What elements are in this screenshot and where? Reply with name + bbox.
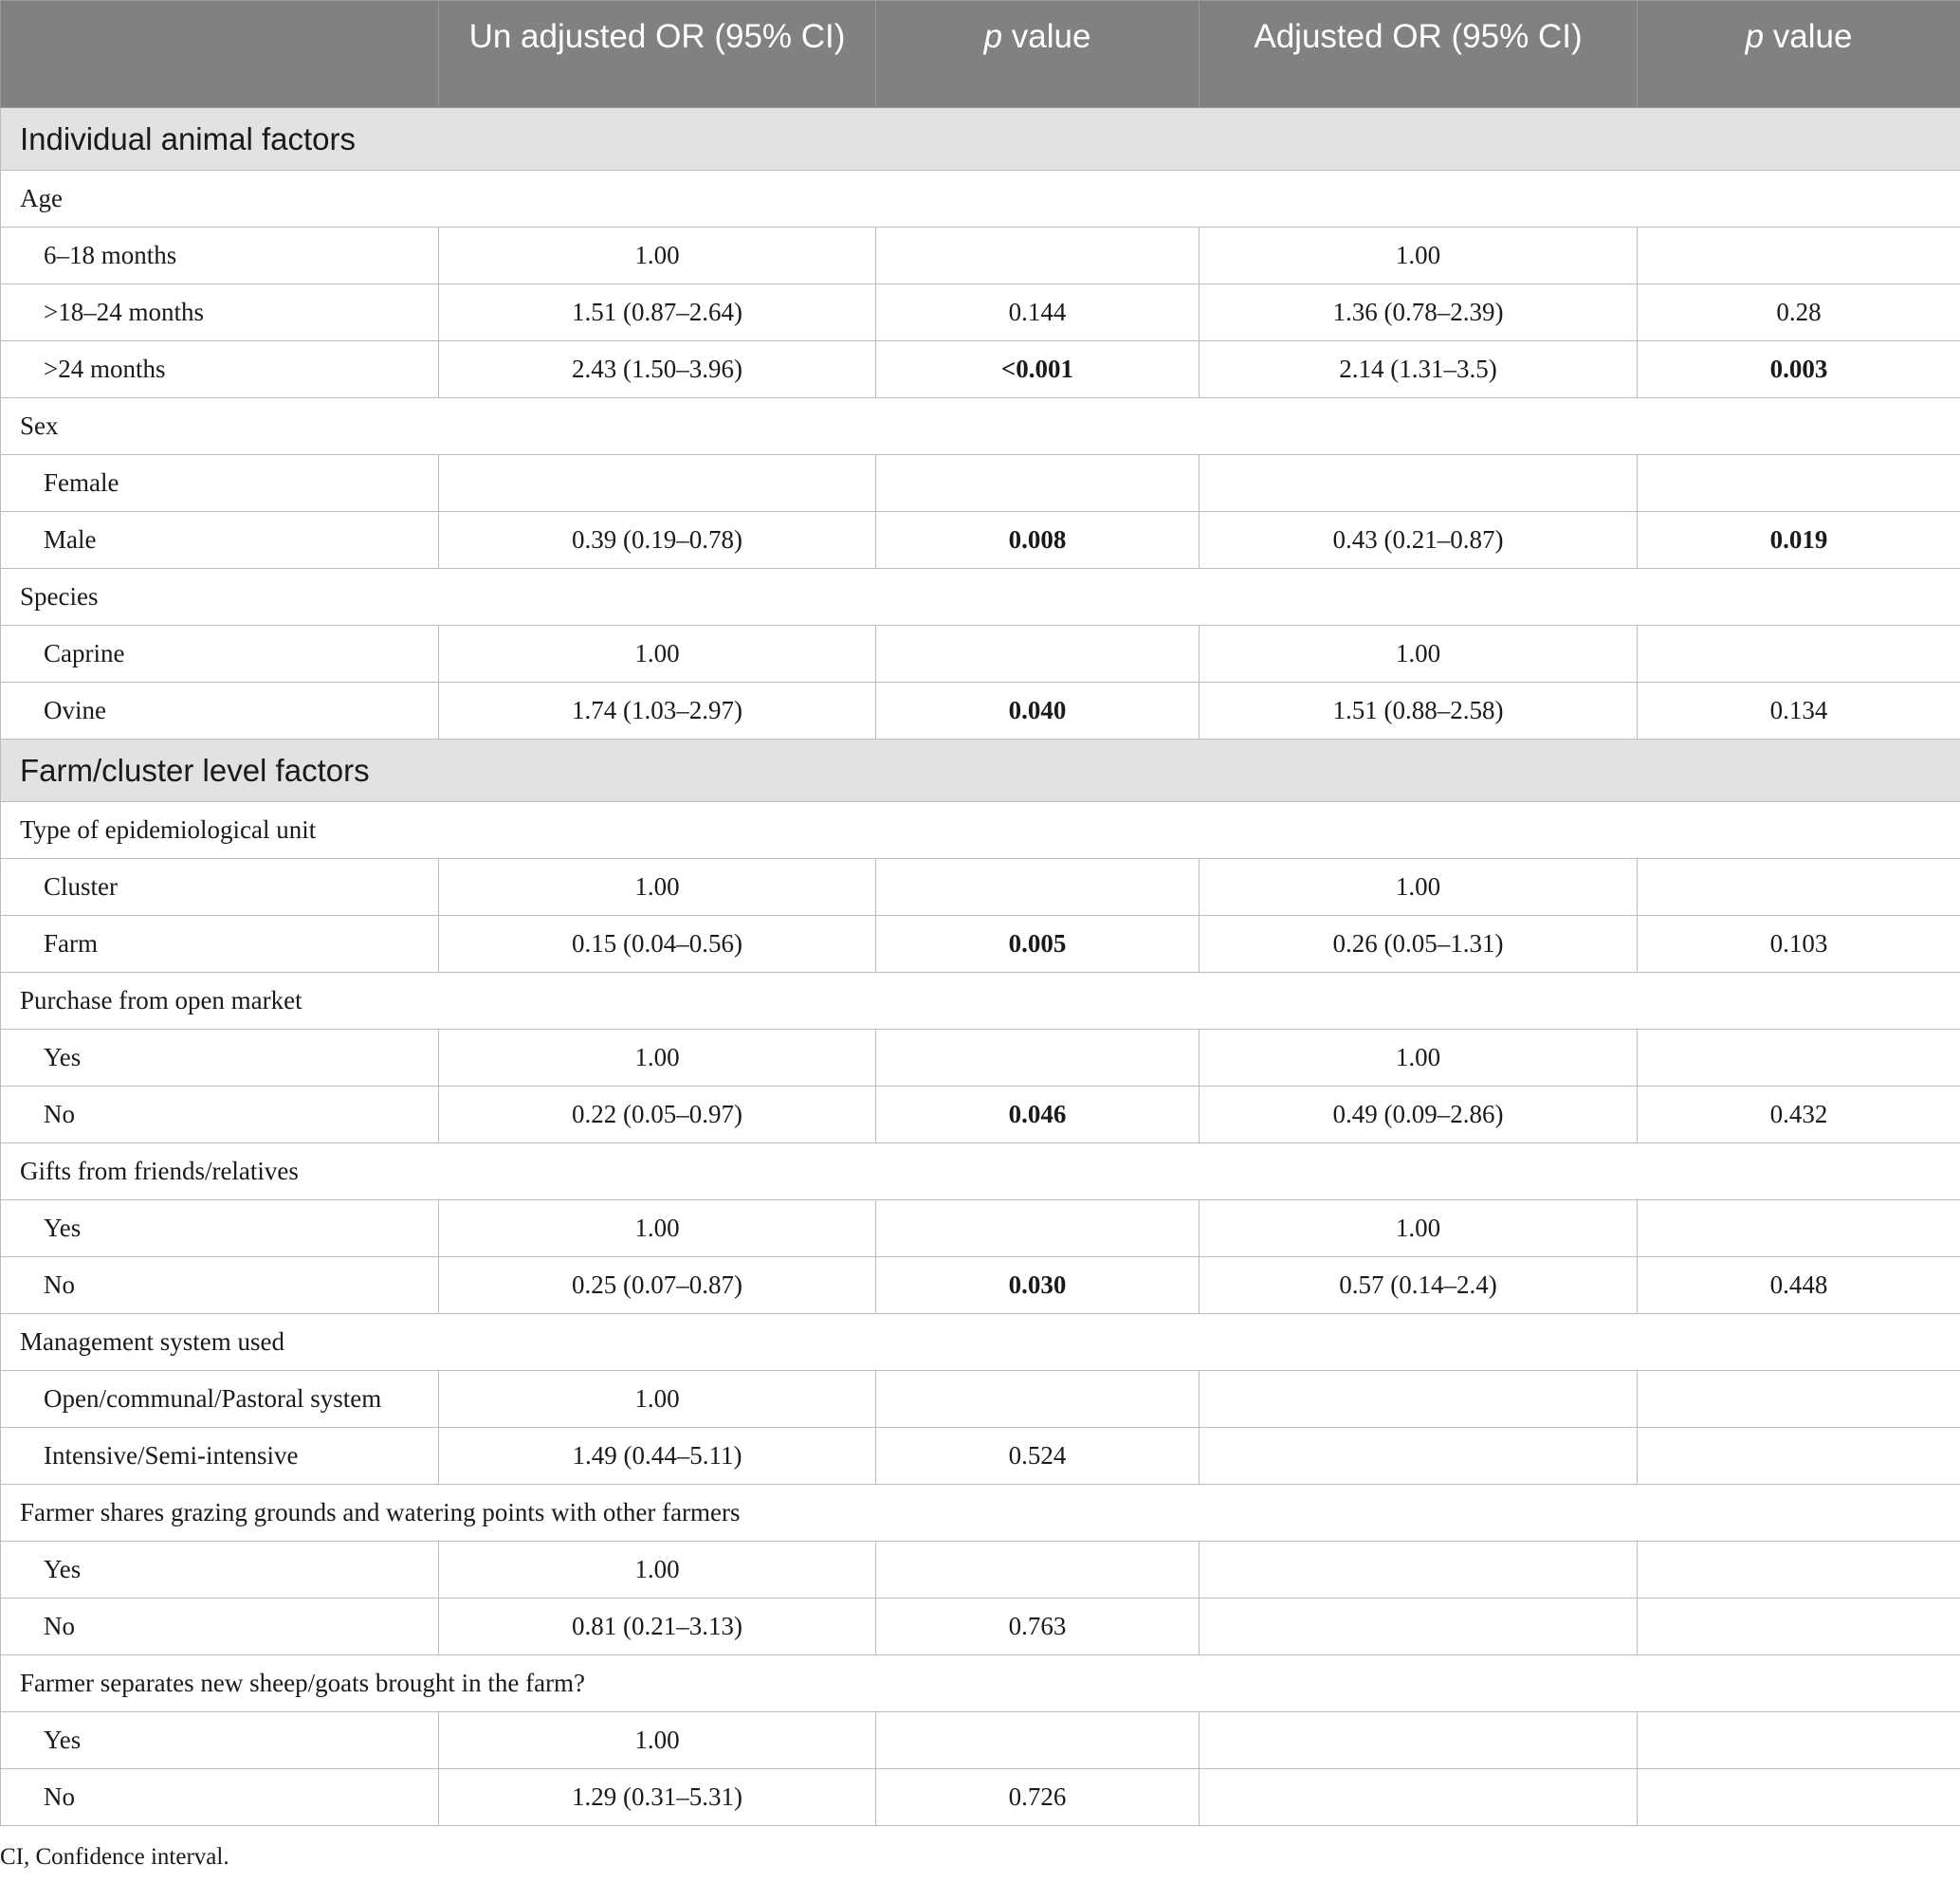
table-footnote: CI, Confidence interval. [0,1844,229,1870]
unadjusted-or: 1.74 (1.03–2.97) [439,683,876,740]
category-row [1,1655,1960,1712]
unadjusted-or: 0.25 (0.07–0.87) [439,1257,876,1314]
header-variable [1,1,439,108]
level-label: Open/communal/Pastoral system [1,1371,439,1428]
unadjusted-or: 1.00 [439,1542,876,1599]
header-p-rest: value [1002,18,1091,55]
table-row [1,1371,1960,1428]
p-value-adjusted [1638,859,1960,916]
level-label: Intensive/Semi-intensive [1,1428,439,1485]
table-row [1,1030,1960,1087]
unadjusted-or: 0.81 (0.21–3.13) [439,1599,876,1655]
p-value-unadjusted: 0.008 [876,512,1200,569]
unadjusted-or [439,455,876,512]
p-value-adjusted [1638,1542,1960,1599]
adjusted-or: 1.51 (0.88–2.58) [1200,683,1638,740]
p-value-adjusted: 0.134 [1638,683,1960,740]
level-label: No [1,1087,439,1143]
level-label: >18–24 months [1,284,439,341]
level-label: Ovine [1,683,439,740]
p-value-unadjusted [876,228,1200,284]
p-value-adjusted [1638,1428,1960,1485]
table-row [1,1599,1960,1655]
p-value-adjusted [1638,455,1960,512]
section-row-farm [1,740,1960,802]
level-label: Female [1,455,439,512]
adjusted-or [1200,1428,1638,1485]
header-unadjusted-or: Un adjusted OR (95% CI) [439,1,876,108]
unadjusted-or: 1.00 [439,1200,876,1257]
level-label: Yes [1,1712,439,1769]
level-label: Male [1,512,439,569]
category-label: Management system used [1,1314,1960,1371]
table-row [1,455,1960,512]
level-label: Caprine [1,626,439,683]
adjusted-or: 1.00 [1200,1030,1638,1087]
p-value-adjusted: 0.019 [1638,512,1960,569]
category-label: Sex [1,398,1960,455]
category-label: Purchase from open market [1,973,1960,1030]
unadjusted-or: 1.49 (0.44–5.11) [439,1428,876,1485]
p-value-unadjusted: 0.524 [876,1428,1200,1485]
unadjusted-or: 2.43 (1.50–3.96) [439,341,876,398]
p-value-unadjusted: 0.144 [876,284,1200,341]
unadjusted-or: 1.00 [439,228,876,284]
level-label: Yes [1,1542,439,1599]
p-value-unadjusted [876,859,1200,916]
table-row [1,512,1960,569]
adjusted-or [1200,1599,1638,1655]
table-row [1,1257,1960,1314]
adjusted-or: 0.49 (0.09–2.86) [1200,1087,1638,1143]
adjusted-or: 2.14 (1.31–3.5) [1200,341,1638,398]
p-value-unadjusted [876,1030,1200,1087]
category-row [1,398,1960,455]
table-row [1,626,1960,683]
unadjusted-or: 0.22 (0.05–0.97) [439,1087,876,1143]
category-row [1,1143,1960,1200]
adjusted-or: 1.00 [1200,1200,1638,1257]
table-row [1,1542,1960,1599]
p-value-unadjusted [876,455,1200,512]
adjusted-or: 0.26 (0.05–1.31) [1200,916,1638,973]
p-value-adjusted [1638,1030,1960,1087]
adjusted-or [1200,1712,1638,1769]
level-label: 6–18 months [1,228,439,284]
header-p-value-unadjusted [876,1,1200,108]
p-value-adjusted: 0.103 [1638,916,1960,973]
unadjusted-or: 0.39 (0.19–0.78) [439,512,876,569]
p-value-adjusted: 0.448 [1638,1257,1960,1314]
level-label: Cluster [1,859,439,916]
p-value-unadjusted: 0.726 [876,1769,1200,1826]
level-label: No [1,1769,439,1826]
header-adjusted-or: Adjusted OR (95% CI) [1200,1,1638,108]
unadjusted-or: 1.00 [439,859,876,916]
p-value-unadjusted [876,626,1200,683]
table-row [1,284,1960,341]
category-row [1,171,1960,228]
adjusted-or [1200,1542,1638,1599]
adjusted-or [1200,1371,1638,1428]
header-p-value-adjusted [1638,1,1960,108]
unadjusted-or: 1.00 [439,1030,876,1087]
p-value-unadjusted: <0.001 [876,341,1200,398]
adjusted-or: 1.36 (0.78–2.39) [1200,284,1638,341]
level-label: >24 months [1,341,439,398]
section-title: Individual animal factors [1,108,1960,171]
category-label: Species [1,569,1960,626]
p-value-unadjusted [876,1200,1200,1257]
adjusted-or [1200,1769,1638,1826]
category-label: Farmer separates new sheep/goats brought in the farm? [1,1655,1960,1712]
unadjusted-or: 0.15 (0.04–0.56) [439,916,876,973]
adjusted-or: 0.57 (0.14–2.4) [1200,1257,1638,1314]
category-row [1,1485,1960,1542]
p-value-adjusted [1638,1371,1960,1428]
header-row [1,1,1960,108]
p-value-unadjusted [876,1371,1200,1428]
level-label: Yes [1,1200,439,1257]
p-value-adjusted: 0.003 [1638,341,1960,398]
table-row [1,1200,1960,1257]
unadjusted-or: 1.29 (0.31–5.31) [439,1769,876,1826]
table-row [1,1712,1960,1769]
category-row [1,973,1960,1030]
p-value-adjusted [1638,1599,1960,1655]
category-row [1,802,1960,859]
p-value-unadjusted: 0.040 [876,683,1200,740]
unadjusted-or: 1.51 (0.87–2.64) [439,284,876,341]
p-value-adjusted [1638,1712,1960,1769]
adjusted-or: 1.00 [1200,626,1638,683]
table-row [1,1087,1960,1143]
table-row [1,1769,1960,1826]
category-row [1,569,1960,626]
p-value-adjusted: 0.28 [1638,284,1960,341]
p-value-unadjusted [876,1712,1200,1769]
unadjusted-or: 1.00 [439,626,876,683]
p-value-unadjusted: 0.046 [876,1087,1200,1143]
table-row [1,683,1960,740]
category-row [1,1314,1960,1371]
level-label: No [1,1257,439,1314]
unadjusted-or: 1.00 [439,1371,876,1428]
adjusted-or: 1.00 [1200,228,1638,284]
table-row [1,341,1960,398]
level-label: No [1,1599,439,1655]
category-label: Age [1,171,1960,228]
adjusted-or [1200,455,1638,512]
level-label: Farm [1,916,439,973]
table-row [1,228,1960,284]
p-value-unadjusted: 0.030 [876,1257,1200,1314]
unadjusted-or: 1.00 [439,1712,876,1769]
table-row [1,916,1960,973]
p-value-unadjusted: 0.763 [876,1599,1200,1655]
table-row [1,1428,1960,1485]
p-value-adjusted [1638,1769,1960,1826]
p-value-adjusted [1638,1200,1960,1257]
p-value-adjusted [1638,228,1960,284]
p-value-unadjusted: 0.005 [876,916,1200,973]
adjusted-or: 1.00 [1200,859,1638,916]
p-value-adjusted [1638,626,1960,683]
section-row-individual [1,108,1960,171]
header-p-italic: p [1745,18,1765,55]
category-label: Farmer shares grazing grounds and watering points with other farmers [1,1485,1960,1542]
p-value-unadjusted [876,1542,1200,1599]
category-label: Type of epidemiological unit [1,802,1960,859]
category-label: Gifts from friends/relatives [1,1143,1960,1200]
section-title: Farm/cluster level factors [1,740,1960,802]
header-p-rest: value [1764,18,1853,55]
table-row [1,859,1960,916]
p-value-adjusted: 0.432 [1638,1087,1960,1143]
adjusted-or: 0.43 (0.21–0.87) [1200,512,1638,569]
header-p-italic: p [983,18,1003,55]
level-label: Yes [1,1030,439,1087]
